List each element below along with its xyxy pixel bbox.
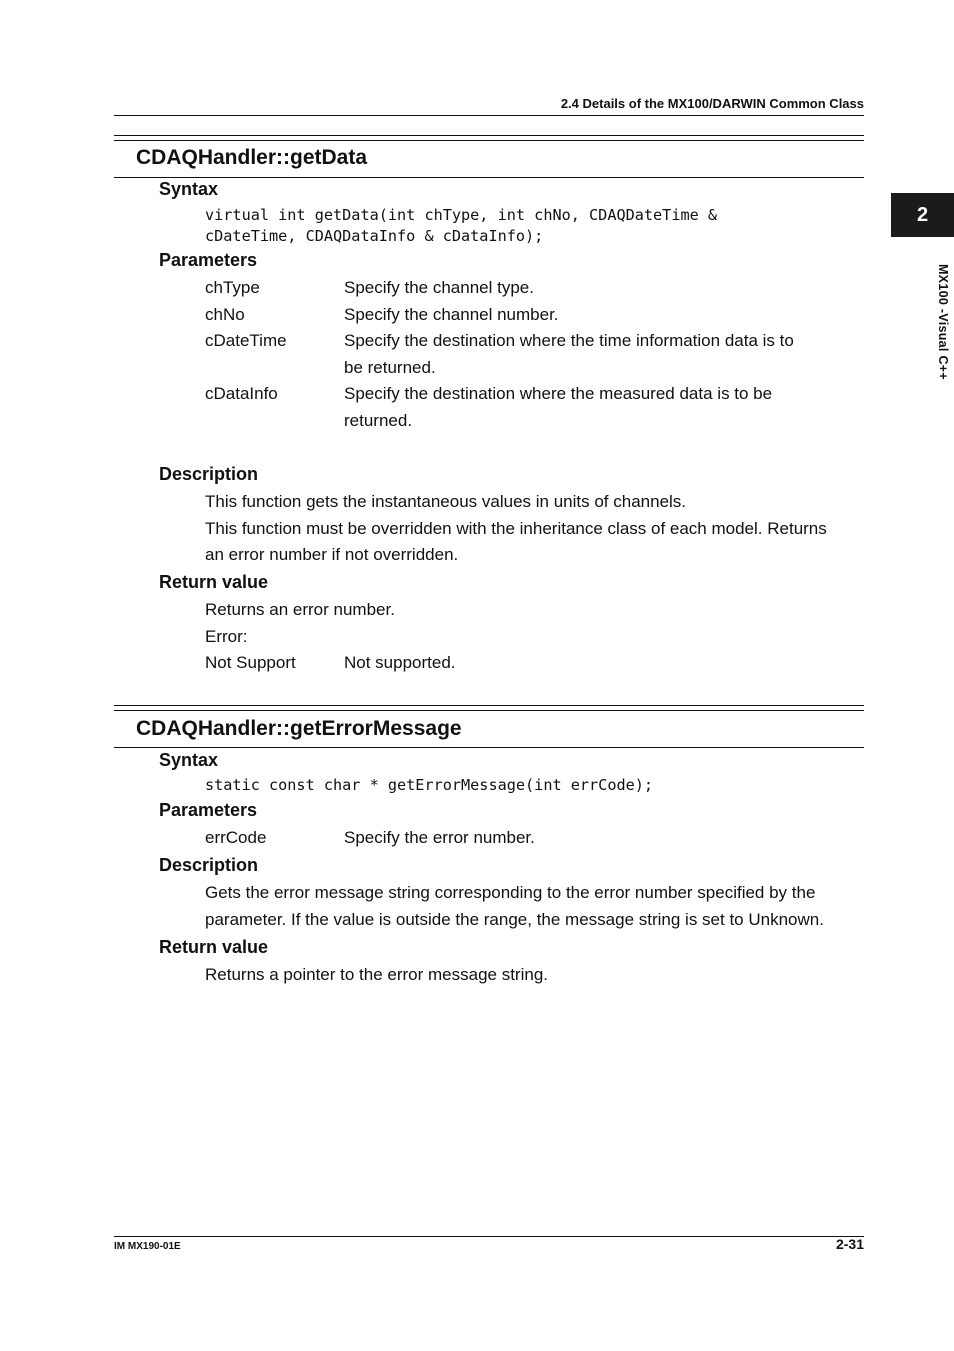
header-rule — [114, 115, 864, 116]
section-title: CDAQHandler::getData — [136, 146, 368, 169]
page-number: 2-31 — [835, 1236, 864, 1252]
parameters-heading: Parameters — [159, 250, 258, 270]
param-name: chType — [205, 278, 260, 297]
param-name: cDateTime — [205, 331, 287, 350]
return-line: Error: — [205, 627, 248, 646]
section-double-rule-bottom — [114, 140, 864, 141]
chapter-title-vertical: MX100 -Visual C++ — [936, 263, 950, 381]
description-line: parameter. If the value is outside the range, the message string is set to Unknown. — [205, 910, 824, 929]
description-heading: Description — [159, 855, 259, 875]
syntax-code-line: cDateTime, CDAQDataInfo & cDataInfo); — [205, 227, 544, 245]
return-line: Returns a pointer to the error message string. — [205, 965, 548, 984]
param-desc: Specify the destination where the measured data is to be returned. — [344, 384, 773, 430]
param-name: errCode — [205, 828, 267, 847]
section-double-rule-top — [114, 135, 864, 136]
description-line: This function must be overridden with the inheritance class of each model. Returns — [205, 519, 827, 538]
section-title: CDAQHandler::getErrorMessage — [136, 717, 462, 740]
description-heading: Description — [159, 464, 259, 484]
section-double-rule-bottom — [114, 710, 864, 711]
chapter-tab: 2 — [891, 193, 954, 237]
running-head: 2.4 Details of the MX100/DARWIN Common Class — [560, 96, 864, 111]
description-line: an error number if not overridden. — [205, 545, 459, 564]
return-value-heading: Return value — [159, 937, 269, 957]
section-title-underline — [114, 747, 864, 748]
section-title-underline — [114, 177, 864, 178]
syntax-code-line: virtual int getData(int chType, int chNo, CDAQDateTime & — [205, 206, 718, 224]
parameters-heading: Parameters — [159, 800, 258, 820]
footer-rule — [114, 1236, 864, 1237]
error-desc: Not supported. — [344, 653, 456, 672]
document-id: IM MX190-01E — [114, 1241, 181, 1252]
error-name: Not Support — [205, 653, 296, 672]
param-desc: Specify the error number. — [344, 828, 535, 847]
param-name: cDataInfo — [205, 384, 278, 403]
description-line: This function gets the instantaneous values in units of channels. — [205, 492, 687, 511]
description-line: Gets the error message string corresponding to the error number specified by the — [205, 883, 816, 902]
return-line: Returns an error number. — [205, 600, 395, 619]
param-desc: Specify the channel number. — [344, 305, 559, 324]
syntax-heading: Syntax — [159, 750, 219, 770]
section-double-rule-top — [114, 705, 864, 706]
syntax-heading: Syntax — [159, 179, 219, 199]
return-value-heading: Return value — [159, 572, 269, 592]
param-desc: Specify the channel type. — [344, 278, 534, 297]
param-desc: Specify the destination where the time information data is to be returned. — [344, 331, 794, 377]
param-name: chNo — [205, 305, 245, 324]
syntax-code-line: static const char * getErrorMessage(int errCode); — [205, 776, 654, 794]
